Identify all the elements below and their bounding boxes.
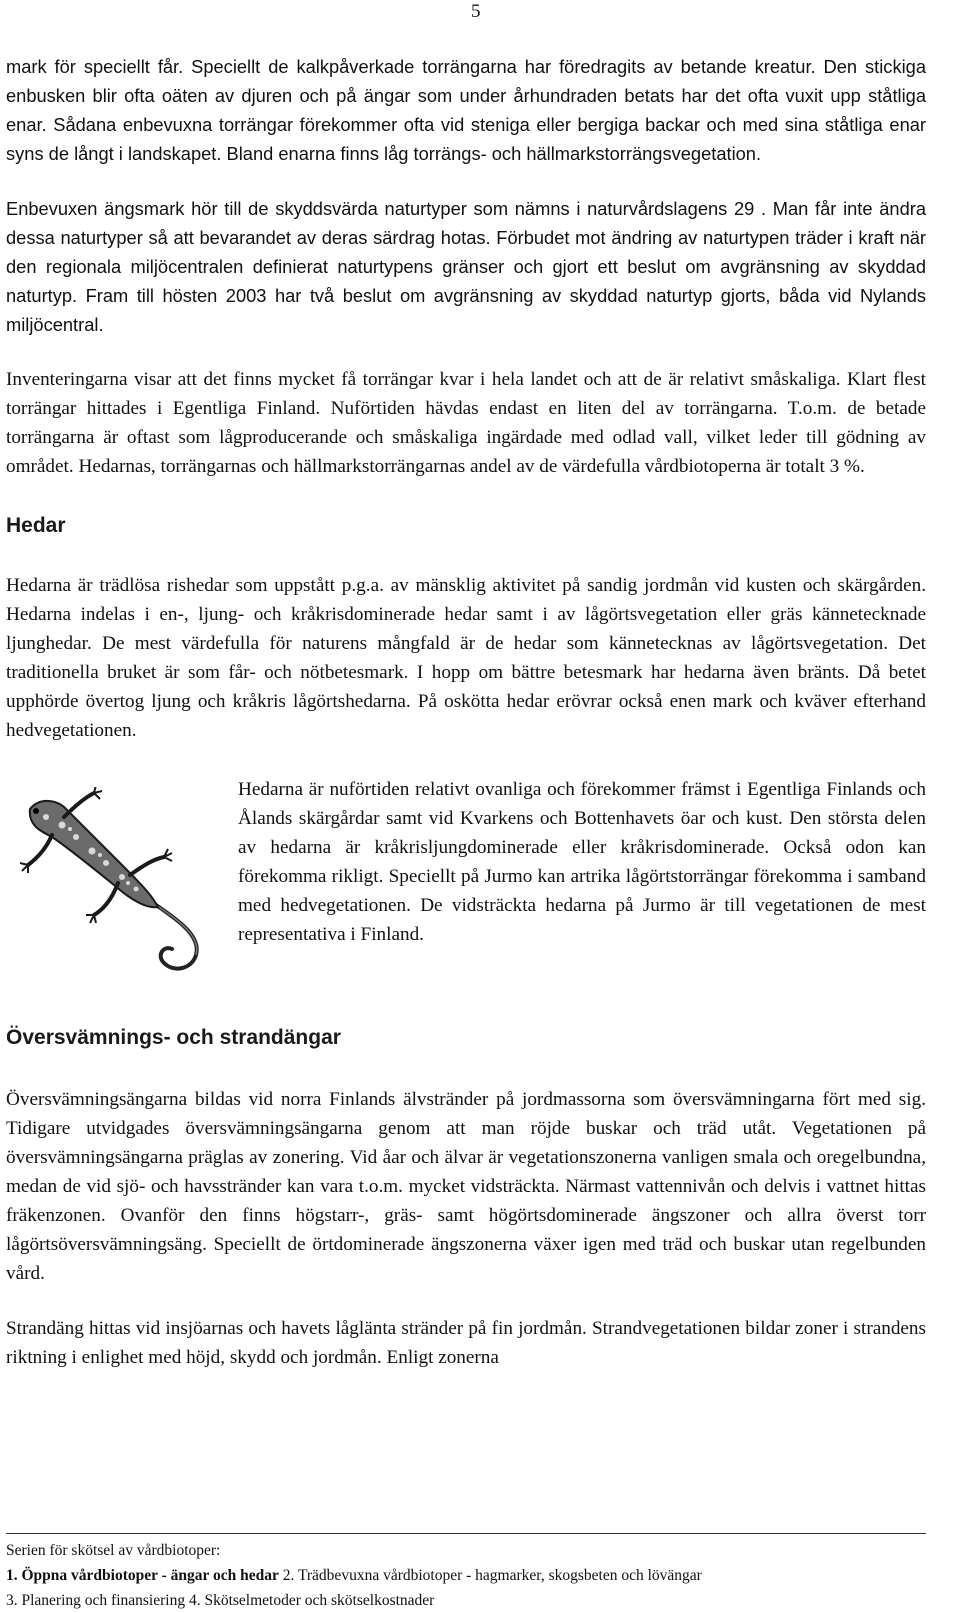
paragraph-torrang-enar: mark för speciellt får. Speciellt de kalkpåverkade torrängarna har föredragits av betande kreatur. Den stickiga enbusken blir ofta oäten av djuren och på ängar som under århundraden betats har det ofta vuxit upp ståtliga enar. Sådana enbevuxna torrängar förekommer ofta vid steniga eller bergiga backar och med sina ståtliga enar syns de långt i landskapet. Bland enarna finns låg torrängs- och hällmarkstorrängsvegetation. (6, 56, 926, 164)
heading-hedar: Hedar (6, 514, 66, 537)
document-body (6, 52, 926, 1372)
salamander-illustration (6, 787, 216, 979)
paragraph-naturvardslagen: Enbevuxen ängsmark hör till de skyddsvärda naturtyper som nämns i naturvårdslagens 29 . Man får inte ändra dessa naturtyper så att bevarandet av deras särdrag hotas. Förbudet mot ändring av naturtypen träder i kraft när den regionala miljöcentralen definierat naturtypens gränser och gjort ett beslut om avgränsning av skyddad naturtyp. Fram till hösten 2003 har två beslut om avgränsning av skyddad naturtyp gjorts, båda vid Nylands miljöcentral. (6, 198, 926, 335)
paragraph-oversvamningsangar: Översvämningsängarna bildas vid norra Finlands älvstränder på jordmassorna som översvämningarna fört med sig. Tidigare utvidgades översvämningsängarna genom att man röjde buskar och träd utåt. Vegetationen på översvämningsängarna präglas av zonering. Vid åar och älvar är vegetationszonerna vanligen smala och oregelbundna, medan de vid sjö- och havsstränder kan vara t.o.m. mycket vidsträckta. Närmast vattennivån och delvis i vattnet hittas fräkenzonen. Ovanför den finns högstarr-, gräs- samt högörtsdominerade ängszoner och allra överst torr lågörtsöversvämningsäng. Speciellt de örtdominerade ängszonerna växer igen med träd och buskar utan regelbunden vård. (6, 1089, 926, 1284)
footer-item-4: 4. Skötselmetoder och skötselkostnader (188, 1592, 435, 1609)
footer-item-1: 1. Öppna vårdbiotoper - ängar och hedar (6, 1567, 279, 1584)
footer-series-line-1 (6, 1563, 926, 1588)
page-number: 5 (471, 1, 481, 22)
footer-item-3: 3. Planering och finansiering (6, 1592, 186, 1609)
heading-oversvamningsangar: Översvämnings- och strandängar (6, 1026, 341, 1049)
series-footer (6, 1533, 926, 1613)
footer-item-2: 2. Trädbevuxna vårdbiotoper - hagmarker, skogsbeten och lövängar (282, 1567, 702, 1584)
paragraph-hedar-forekomst: Hedarna är nuförtiden relativt ovanliga och förekommer främst i Egentliga Finlands och Ålands skärgårdar samt vid Kvarkens och Bottenhavets öar och kust. Den största delen av hedarna är kråkrisljungdominerade eller kråkrisdominerade. Också odon kan förekomma rikligt. Speciellt på Jurmo kan artrika lågörtstorrängar förekomma i samband med hedvegetationen. De vidsträckta hedarna på Jurmo är till vegetationen de mest representativa i Finland. (238, 779, 926, 945)
paragraph-strandang: Strandäng hittas vid insjöarnas och havets låglänta stränder på fin jordmån. Strandvegetationen bildar zoner i strandens riktning i enlighet med höjd, skydd och jordmån. Enligt zonerna (6, 1318, 926, 1368)
footer-series-label: Serien för skötsel av vårdbiotoper: (6, 1542, 221, 1559)
footer-series-line-2 (6, 1588, 926, 1613)
figure-block (6, 775, 926, 991)
paragraph-inventeringar: Inventeringarna visar att det finns mycket få torrängar kvar i hela landet och att de är relativt småskaliga. Klart flest torrängar hittades i Egentliga Finland. Nuförtiden hävdas endast en liten del av torrängarna. T.o.m. de betade torrängarna är oftast som lågproducerande och småskaliga ingärdade med odlad vall, vilket leder till gödning av området. Hedarnas, torrängarnas och hällmarkstorrängarnas andel av de värdefulla vårdbiotoperna är totalt 3 %. (6, 369, 926, 477)
paragraph-hedar: Hedarna är trädlösa rishedar som uppstått p.g.a. av mänsklig aktivitet på sandig jordmån vid kusten och skärgården. Hedarna indelas i en-, ljung- och kråkrisdominerade hedar samt i av lågörtsvegetation eller gräs kännetecknade ljunghedar. De mest värdefulla för naturens mångfald är de hedar som kännetecknas av lågörtsvegetation. Det traditionella bruket är som får- och nötbetesmark. I hopp om bättre betesmark har hedarna även bränts. Då betet upphörde övertog ljung och kråkris lågörtshedarna. På oskötta hedar erövrar också enen mark och kväver efterhand hedvegetationen. (6, 575, 926, 741)
